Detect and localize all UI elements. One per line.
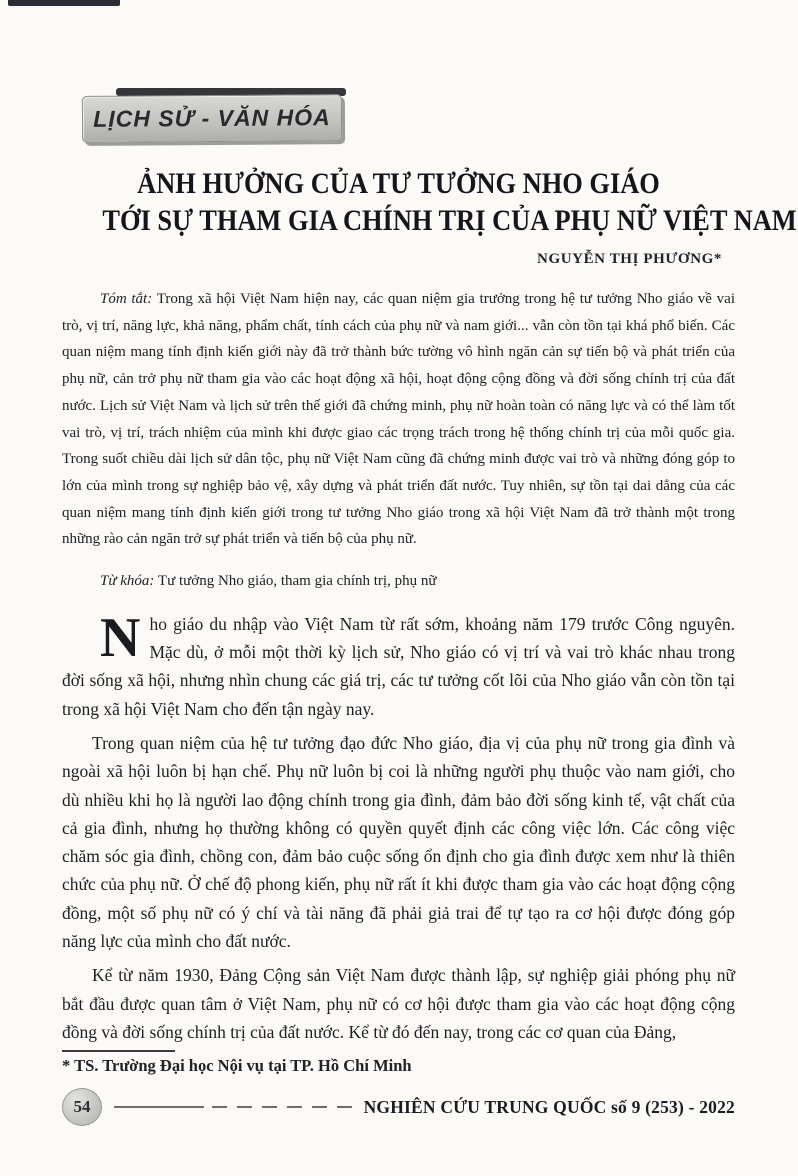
article-title-line1: ẢNH HƯỞNG CỦA TƯ TƯỞNG NHO GIÁO	[137, 167, 660, 200]
abstract-paragraph	[62, 286, 735, 553]
abstract-text: Trong xã hội Việt Nam hiện nay, các quan niệm gia trưởng trong hệ tư tưởng Nho giáo về vai trò, vị trí, năng lực, khả năng, phẩm chất, tính cách của phụ nữ và nam giới... vẫn còn tồn tại khá phổ biến. Các quan niệm mang tính định kiến giới này đã trở thành bức tường vô hình ngăn cản sự tiến bộ và phát triển của phụ nữ, cản trở phụ nữ tham gia vào các hoạt động xã hội, hoạt động cộng đồng và đời sống chính trị của đất nước. Lịch sử Việt Nam và lịch sử trên thế giới đã chứng minh, phụ nữ hoàn toàn có năng lực và có thể làm tốt vai trò, vị trí, trách nhiệm của mình khi được giao các trọng trách trong hệ thống chính trị của mỗi quốc gia. Trong suốt chiều dài lịch sử dân tộc, phụ nữ Việt Nam cũng đã chứng minh được vai trò và những đóng góp to lớn của mình trong sự nghiệp bảo vệ, xây dựng và phát triển đất nước. Tuy nhiên, sự tồn tại dai dẳng của các quan niệm mang tính định kiến giới trong tư tưởng Nho giáo trong xã hội Việt Nam đã trở thành một trong những rào cản ngăn trở sự phát triển và tiến bộ của phụ nữ.	[62, 291, 736, 548]
abstract-label: Tóm tắt:	[100, 291, 153, 307]
footnote-rule	[62, 1050, 175, 1052]
category-badge-block	[82, 88, 735, 143]
author-name: NGUYỄN THỊ PHƯƠNG*	[537, 251, 722, 267]
body-paragraph-1	[62, 606, 735, 723]
category-badge	[82, 94, 342, 143]
footer-rule-dashes	[212, 1106, 352, 1108]
page-number: 54	[73, 1097, 91, 1117]
article-title	[62, 165, 797, 239]
footnote-text: * TS. Trường Đại học Nội vụ tại TP. Hồ Chí Minh	[62, 1056, 412, 1076]
journal-title: NGHIÊN CỨU TRUNG QUỐC số 9 (253) - 2022	[363, 1096, 735, 1117]
category-badge-label: LỊCH SỬ - VĂN HÓA	[93, 104, 331, 132]
body-paragraph-2: Trong quan niệm của hệ tư tưởng đạo đức Nho giáo, địa vị của phụ nữ trong gia đình và ngoài xã hội luôn bị hạn chế. Phụ nữ luôn bị coi là những người phụ thuộc vào nam giới, cho dù nhiều khi họ là người lao động chính trong gia đình, đảm bảo đời sống kinh tế, vật chất của cả gia đình, nhưng họ thường không có quyền quyết định các công việc lớn. Các công việc chăm sóc gia đình, chồng con, đảm bảo cuộc sống ổn định cho gia đình được xem như là thiên chức của phụ nữ. Ở chế độ phong kiến, phụ nữ rất ít khi được tham gia vào các hoạt động cộng đồng, một số phụ nữ có ý chí và tài năng đã phải giả trai để tự tạo ra cơ hội được đóng góp năng lực của mình cho đất nước.	[62, 732, 735, 951]
keywords-line	[62, 568, 735, 595]
footer-rule-solid	[114, 1106, 204, 1108]
page-number-badge	[62, 1088, 102, 1126]
keywords-label: Từ khóa:	[100, 573, 155, 590]
drop-cap: N	[100, 606, 141, 669]
keywords-text: Tư tưởng Nho giáo, tham gia chính trị, phụ nữ	[157, 573, 437, 590]
page-footer	[62, 1088, 735, 1126]
body-paragraph-1-text: ho giáo du nhập vào Việt Nam từ rất sớm, khoảng năm 179 trước Công nguyên. Mặc dù, ở mỗi một thời kỳ lịch sử, Nho giáo có vị trí và vai trò khác nhau trong đời sống xã hội, nhưng nhìn chung các giá trị, các tư tưởng cốt lõi của Nho giáo vẫn còn tồn tại trong xã hội Việt Nam cho đến tận ngày nay.	[62, 613, 735, 719]
article-title-line2: TỚI SỰ THAM GIA CHÍNH TRỊ CỦA PHỤ NỮ VIỆT NAM	[102, 204, 797, 237]
footer-rule	[114, 1106, 352, 1108]
scan-artifact-bar	[8, 0, 120, 6]
body-paragraph-3: Kể từ năm 1930, Đảng Cộng sản Việt Nam được thành lập, sự nghiệp giải phóng phụ nữ bắt đầu được quan tâm ở Việt Nam, phụ nữ có cơ hội được tham gia vào các hoạt động cộng đồng và đời sống chính trị của đất nước. Kể từ đó đến nay, trong các cơ quan của Đảng,	[62, 965, 735, 1042]
